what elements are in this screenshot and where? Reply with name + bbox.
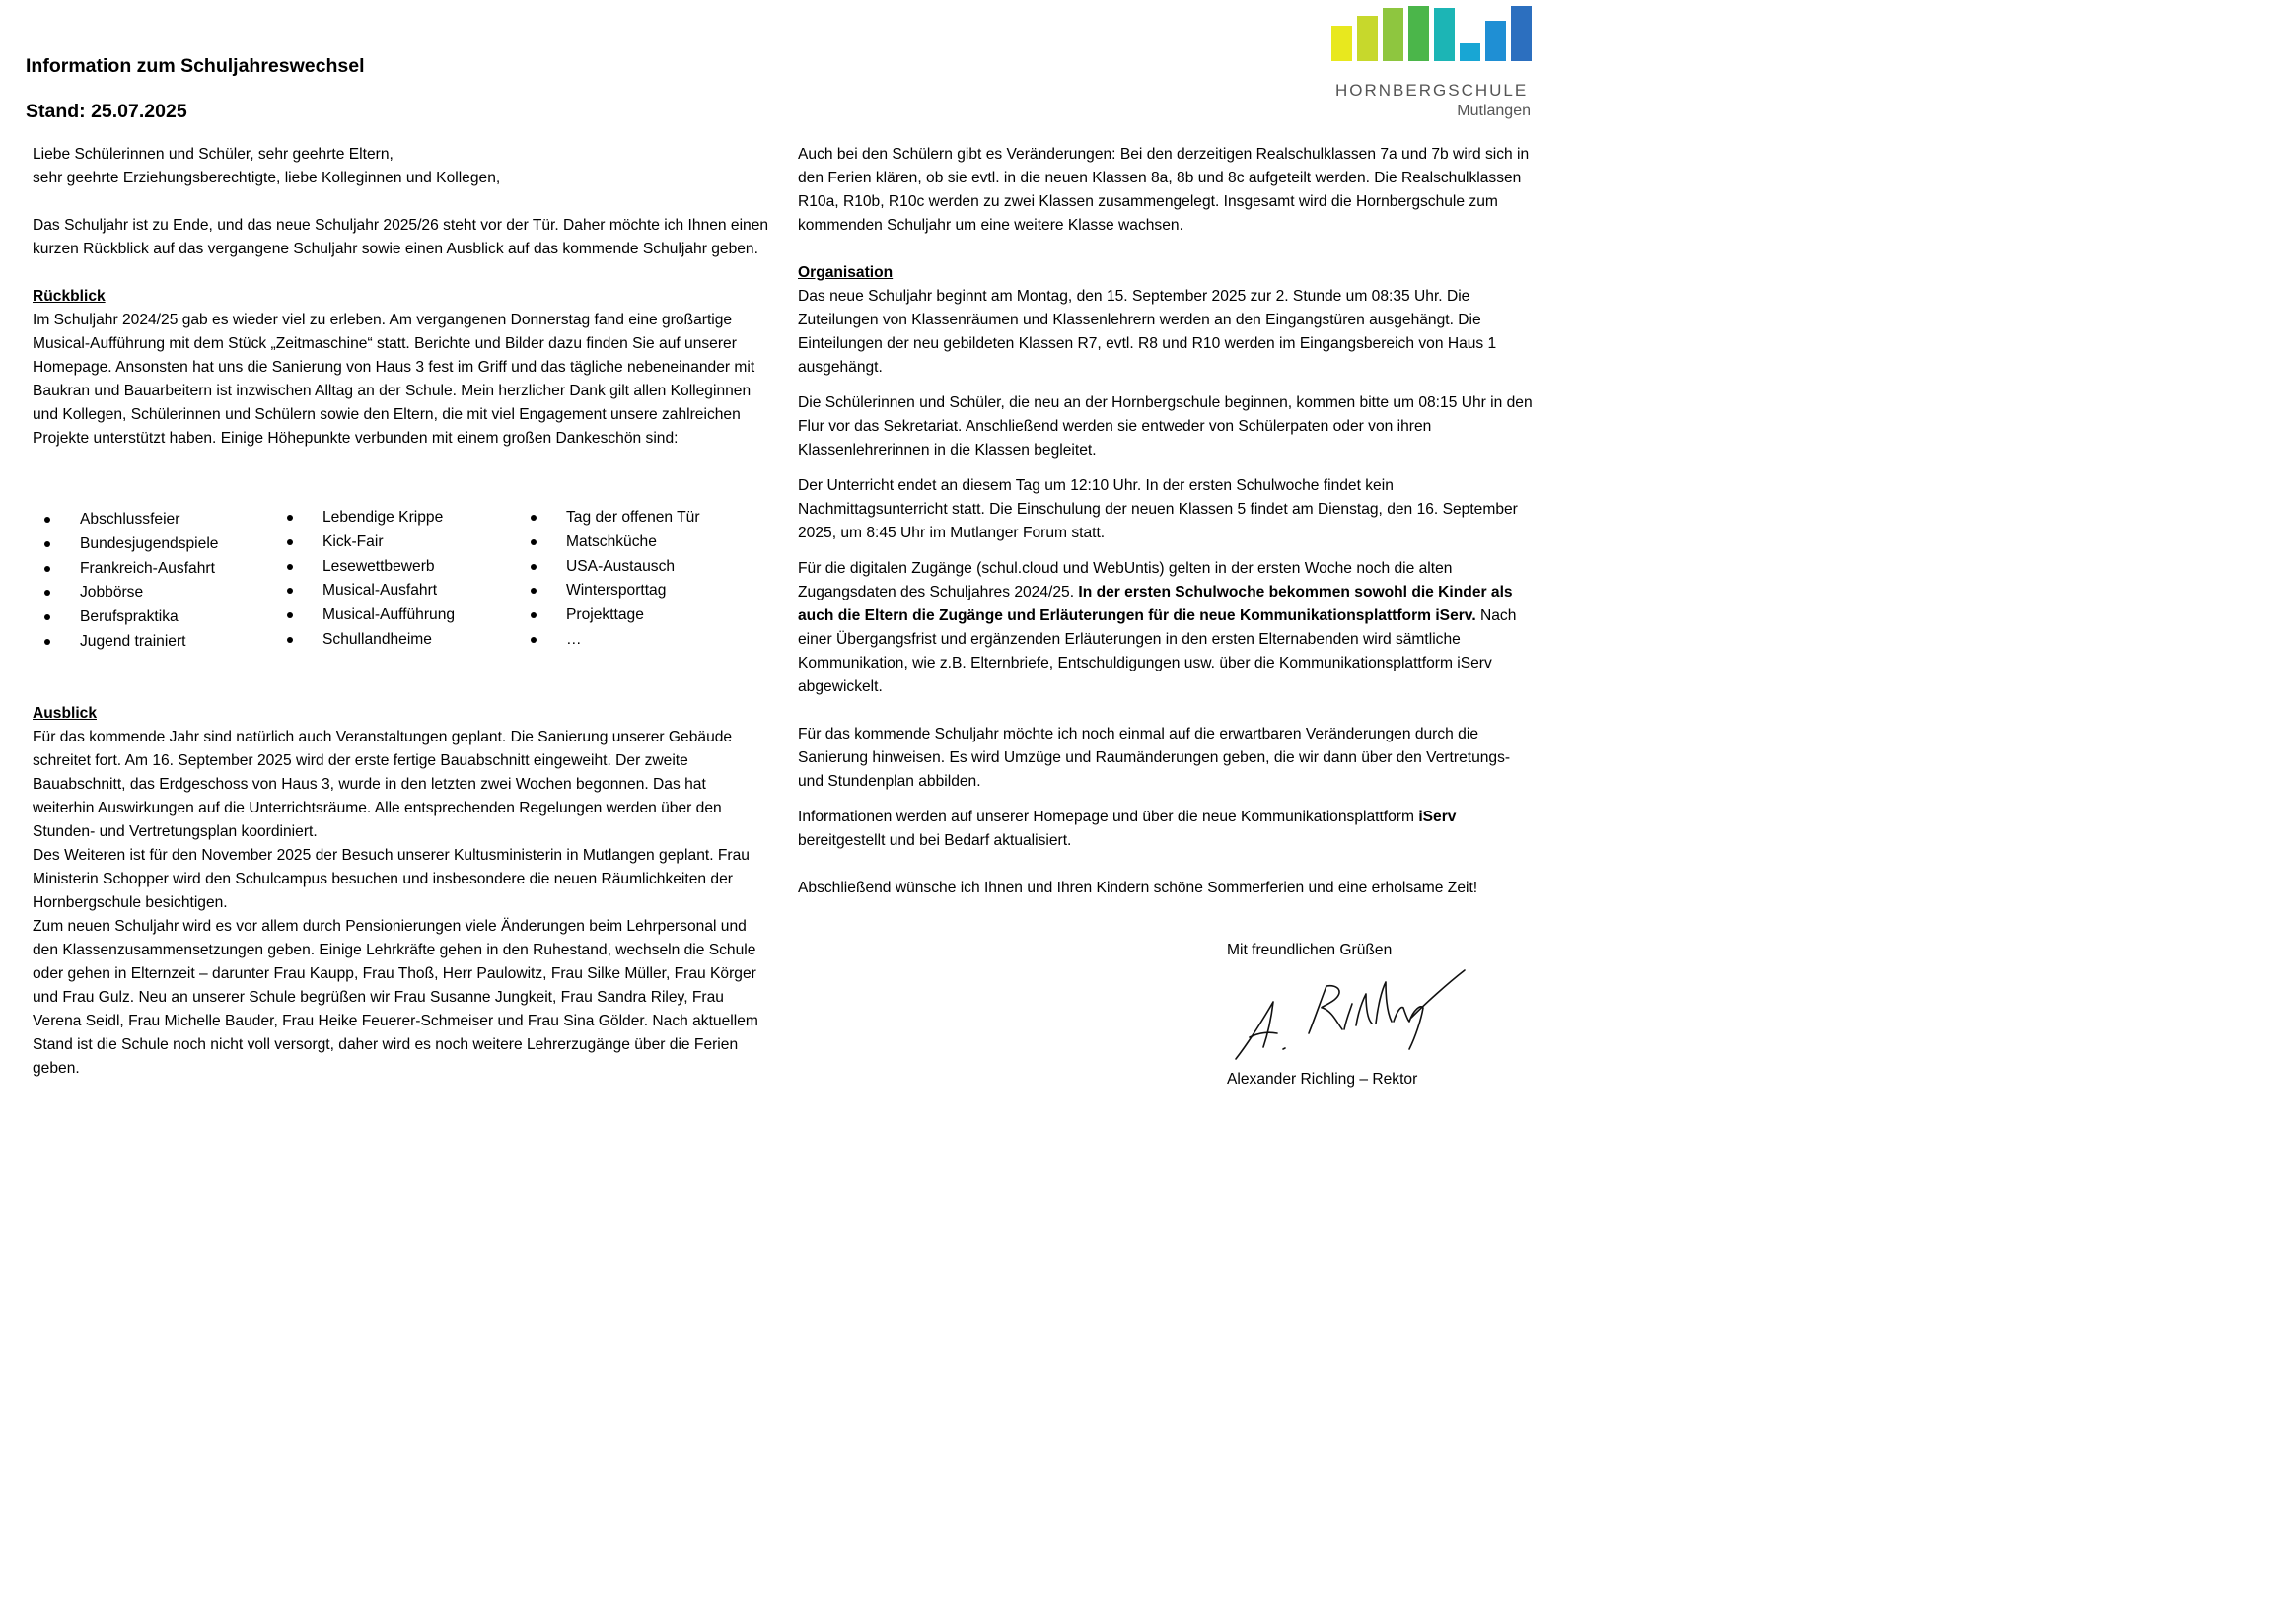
list-item: Jugend trainiert [33, 630, 218, 655]
list-item: Bundesjugendspiele [33, 532, 218, 557]
list-item: Jobbörse [33, 581, 218, 605]
logo-bar [1383, 8, 1403, 61]
logo-bar [1434, 8, 1455, 61]
list-item: Lesewettbewerb [275, 555, 455, 580]
logo-bar [1408, 6, 1429, 61]
right-column [798, 143, 1533, 900]
organisation-paragraph-5: Für das kommende Schuljahr möchte ich noch einmal auf die erwartbaren Veränderungen durch die Sanierung hinweisen. Es wird Umzüge und Raumänderungen geben, die wir dann über den Vertretungs- und Stundenplan abbilden. [798, 726, 1511, 790]
org-text-iserv: iServ [1418, 809, 1457, 825]
organisation-paragraph-1: Das neue Schuljahr beginnt am Montag, den 15. September 2025 zur 2. Stunde um 08:35 Uhr. Die Zuteilungen von Klassenräumen und Klassenlehrern werden an den Eingangstüren ausgehängt. Die Einteilungen der neu gebildeten Klassen R7, evtl. R8 und R10 werden im Eingangsbereich von Haus 1 ausgehängt. [798, 288, 1497, 376]
document-date: Stand: 25.07.2025 [26, 101, 187, 122]
school-logo [1322, 6, 1539, 124]
greeting-line-2: sehr geehrte Erziehungsberechtigte, liebe Kolleginnen und Kollegen, [33, 170, 501, 186]
list-item: Matschküche [519, 530, 700, 555]
list-item: Musical-Aufführung [275, 603, 455, 628]
organisation-paragraph-6 [798, 806, 1533, 853]
rueckblick-paragraph: Im Schuljahr 2024/25 gab es wieder viel zu erleben. Am vergangenen Donnerstag fand eine großartige Musical-Aufführung mit dem Stück „Zeitmaschine“ statt. Berichte und Bilder dazu finden Sie auf unserer Homepage. Ansonsten hat uns die Sanierung von Haus 3 fest im Griff und das tägliche nebeneinander mit Baukran und Bauarbeitern ist inzwischen Alltag an der Schule. Mein herzlicher Dank gilt allen Kolleginnen und Kollegen, Schülerinnen und Schülern sowie den Eltern, die mit viel Engagement unsere zahlreichen Projekte unterstützt haben. Einige Höhepunkte verbunden mit einem großen Dankeschön sind: [33, 312, 755, 447]
list-item: … [519, 628, 700, 653]
document-title: Information zum Schuljahreswechsel [26, 55, 365, 77]
org-text-iserv-bold: In der ersten Schulwoche bekommen sowohl die Kinder als auch die Eltern die Zugänge und Erläuterungen für die neue Kommunikationsplattform iServ. [798, 584, 1513, 624]
logo-bar [1331, 26, 1352, 61]
logo-place: Mutlangen [1457, 103, 1531, 119]
list-item: Tag der offenen Tür [519, 506, 700, 530]
org-text-info: Informationen werden auf unserer Homepage und über die neue Kommunikationsplattform [798, 809, 1414, 825]
organisation-paragraph-3: Der Unterricht endet an diesem Tag um 12:10 Uhr. In der ersten Schulwoche findet kein Nachmittagsunterricht statt. Die Einschulung der neuen Klassen 5 findet am Dienstag, den 16. September 2025, um 8:45 Uhr im Mutlanger Forum statt. [798, 477, 1518, 541]
schueler-paragraph: Auch bei den Schülern gibt es Veränderungen: Bei den derzeitigen Realschulklassen 7a und 7b wird sich in den Ferien klären, ob sie evtl. in die neuen Klassen 8a, 8b und 8c aufgeteilt werden. Die Realschulklassen R10a, R10b, R10c werden zu zwei Klassen zusammengelegt. Insgesamt wird die Hornbergschule zum kommenden Schuljahr um eine weitere Klasse wachsen. [798, 146, 1530, 234]
list-item: Frankreich-Ausfahrt [33, 557, 218, 582]
org-text-access: Für die digitalen Zugänge (schul.cloud und WebUntis) gelten in der ersten Woche noch die alten Zugangsdaten des Schuljahres 2024/25. [798, 560, 1453, 600]
organisation-paragraph-4 [798, 557, 1533, 699]
logo-bar [1357, 16, 1378, 61]
logo-bars [1331, 6, 1539, 61]
signature-name: Alexander Richling – Rektor [1227, 1071, 1418, 1088]
list-item: Lebendige Krippe [275, 506, 455, 530]
org-text-updated: bereitgestellt und bei Bedarf aktualisiert. [798, 832, 1072, 849]
closing-paragraph: Abschließend wünsche ich Ihnen und Ihren Kindern schöne Sommerferien und eine erholsame Zeit! [798, 880, 1478, 896]
left-column [33, 143, 772, 451]
list-item: Musical-Ausfahrt [275, 579, 455, 603]
ausblick-paragraph-3: Zum neuen Schuljahr wird es vor allem durch Pensionierungen viele Änderungen beim Lehrpersonal und den Klassenzusammensetzungen geben. Einige Lehrkräfte gehen in den Ruhestand, wechseln die Schule oder gehen in Elternzeit – darunter Frau Kaupp, Frau Thoß, Herr Paulowitz, Frau Silke Müller, Frau Körger und Frau Gulz. Neu an unserer Schule begrüßen wir Frau Susanne Jungkeit, Frau Sandra Riley, Frau Verena Seidl, Frau Michelle Bauder, Frau Heike Feuerer-Schmeiser und Frau Sina Gölder. Nach aktuellem Stand ist die Schule noch nicht voll versorgt, daher wird es noch weitere Lehrerzugänge über die Ferien geben. [33, 918, 758, 1077]
organisation-heading: Organisation [798, 264, 894, 281]
ausblick-paragraph-2: Des Weiteren ist für den November 2025 der Besuch unserer Kultusministerin in Mutlangen geplant. Frau Ministerin Schopper wird den Schulcampus besuchen und insbesondere die neuen Räumlichkeiten der Hornbergschule besichtigen. [33, 847, 750, 911]
ausblick-heading: Ausblick [33, 705, 97, 722]
list-item: Wintersporttag [519, 579, 700, 603]
rueckblick-heading: Rückblick [33, 288, 106, 305]
regards-line: Mit freundlichen Grüßen [1227, 942, 1393, 958]
intro-paragraph: Das Schuljahr ist zu Ende, und das neue Schuljahr 2025/26 steht vor der Tür. Daher möchte ich Ihnen einen kurzen Rückblick auf das vergangene Schuljahr sowie einen Ausblick auf das kommende Schuljahr geben. [33, 217, 769, 257]
ausblick-section [33, 702, 767, 1081]
org-text-transition: Nach einer Übergangsfrist und ergänzenden Erläuterungen in den ersten Elternabenden wird sämtliche Kommunikation, wie z.B. Elternbriefe, Entschuldigungen usw. über die Kommunikationsplattform iServ abgewickelt. [798, 607, 1517, 695]
logo-bar [1511, 6, 1532, 61]
ausblick-paragraph-1: Für das kommende Jahr sind natürlich auch Veranstaltungen geplant. Die Sanierung unserer Gebäude schreitet fort. Am 16. September 2025 wird der erste fertige Bauabschnitt eingeweiht. Der zweite Bauabschnitt, das Erdgeschoss von Haus 3, wurde in den letzten zwei Wochen begonnen. Das hat weiterhin Auswirkungen auf die Unterrichtsräume. Alle entsprechenden Regelungen werden über den Stunden- und Vertretungsplan koordiniert. [33, 729, 733, 840]
list-item: Abschlussfeier [33, 508, 218, 532]
list-item: Schullandheime [275, 628, 455, 653]
highlights-list-2 [275, 506, 455, 653]
signature-image [1228, 964, 1474, 1063]
logo-bar [1460, 43, 1480, 61]
logo-bar [1485, 21, 1506, 61]
list-item: Berufspraktika [33, 605, 218, 630]
list-item: Projekttage [519, 603, 700, 628]
highlights-list-1 [33, 508, 218, 655]
list-item: Kick-Fair [275, 530, 455, 555]
list-item: USA-Austausch [519, 555, 700, 580]
greeting-line-1: Liebe Schülerinnen und Schüler, sehr geehrte Eltern, [33, 146, 394, 163]
highlights-list-3 [519, 506, 700, 653]
logo-school-name: HORNBERGSCHULE [1335, 81, 1529, 100]
organisation-paragraph-2: Die Schülerinnen und Schüler, die neu an der Hornbergschule beginnen, kommen bitte um 08:15 Uhr in den Flur vor das Sekretariat. Anschließend werden sie entweder von Schülerpaten oder von ihren Klassenlehrerinnen in die Klassen begleitet. [798, 394, 1533, 459]
